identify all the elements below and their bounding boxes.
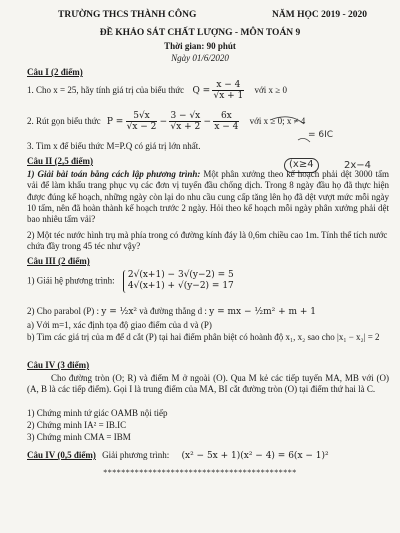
handwriting-note-1: = 6IC [308,130,334,140]
q3-eq2: 4√(x+1) + √(y−2) = 17 [127,281,234,292]
footer-stars: ******************************************* [103,468,297,477]
q5-equation: (x² − 5x + 1)(x² − 4) = 6(x − 1)² [181,451,329,461]
q1-q-lhs: Q = [192,85,211,96]
q1-q-denominator: √x + 1 [213,91,244,102]
q1-p-frac1-den: √x − 2 [126,122,157,133]
q2-part1-body: Một phân xưởng theo kế hoạch phải dệt 3000 tấm vải để làm khẩu trang phục vụ các đơn vị tuyến đầu chống dịch. Trong 8 ngày đầu họ đã thực hiện được đúng kế hoạch, những ngày còn lại do nhu cầu cung cấp tăng lên họ đã dệt vượt mức mỗi ngày 10 tấm, nên đã hoàn thành kế hoạch trước 2 ngày. Hỏi theo kế hoạch mỗi ngày phân xưởng phải dệt bao nhiêu tấm vải? [27,169,389,224]
q1-part3: 3. Tìm x để biểu thức M=P.Q có giá trị lớn nhất. [27,141,201,151]
exam-title: ĐỀ KHẢO SÁT CHẤT LƯỢNG - MÔN TOÁN 9 [99,28,301,38]
q1-p-frac2-den: √x + 2 [170,122,201,133]
q3-part2 [27,306,399,318]
q1-p-frac2-num: 3 − √x [170,111,201,121]
q1-p-frac2 [169,111,201,133]
q1-part2-text: 2. Rút gọn biểu thức [27,115,101,126]
q1-part2: 2. Rút gọn biểu thức P = $\frac{5√x}{√x - 2}$ − $\frac{3 - √x}{√x + 2}$ − $\frac{6x}{x - 4}$ với x ≥ 0; x ≠ 4 [27,111,306,133]
q3-part1 [27,270,387,293]
q2-heading: Câu II (2,5 điểm) [27,156,94,166]
q1-part1-text: 1. Cho x = 25, hãy tính giá trị của biểu thức [27,84,185,95]
q3-part2b: b) Tìm các giá trị của m để d cắt (P) tại hai điểm phân biệt có hoành độ x₁, x₂ sao cho |x₁ − x₂| = 2 [27,332,380,342]
q2-part2: 2) Một téc nước hình trụ mà phía trong có đường kính đáy là 0,6m chiều cao 1m. Tính thể tích nước chứa đầy trong 45 téc như vậy? [27,230,388,252]
q3-parabola: y = ½x² [101,307,138,317]
q3-eq1: 2√(x+1) − 3√(y−2) = 5 [127,270,234,280]
q1-part1 [27,80,397,102]
q1-p-frac1-num: 5√x [126,111,158,122]
q3-part2-mid: và đường thẳng d : [139,306,207,316]
q5-text: Giải phương trình: [102,450,170,460]
q5-line [27,450,329,462]
handwriting-note-2: (x≥4 [284,158,319,173]
q4-heading: Câu IV (3 điểm) [27,360,90,370]
q1-q-condition: với x ≥ 0 [254,84,287,95]
q3-part2-text: 2) Cho parabol (P) : [27,306,99,316]
school-year: NĂM HỌC 2019 - 2020 [272,10,367,20]
q2-part1 [27,169,389,225]
school-name: TRƯỜNG THCS THÀNH CÔNG [58,10,197,20]
q1-q-fraction [212,80,244,102]
q3-part2a: a) Với m=1, xác định tọa độ giao điểm của d và (P) [27,320,212,330]
q3-system [123,270,234,293]
q4-intro: Cho đường tròn (O; R) và điểm M ở ngoài (O). Qua M kẻ các tiếp tuyến MA, MB với (O) (A, B là các tiếp điểm). Gọi I là trung điểm của MA, BI cắt đường tròn (O) tại điểm thứ hai là C. [27,373,389,395]
q1-p-lhs: P = [106,116,124,127]
q1-p-frac1 [126,111,158,133]
exam-date: Ngày 01/6/2020 [171,53,229,63]
q1-p-condition: với x ≥ 0; x ≠ 4 [249,115,306,126]
handwriting-note-3: 2x−4 [344,160,372,171]
q5-heading: Câu IV (0,5 điểm) [27,450,96,460]
exam-time: Thời gian: 90 phút [164,41,236,51]
q1-p-frac3-num: 6x [213,111,239,122]
q3-line: y = mx − ½m² + m + 1 [209,307,317,317]
q3-part1-text: 1) Giải hệ phương trình: [27,275,115,286]
q4-item2: 2) Chứng minh IA² = IB.IC [27,420,127,430]
q4-item3: 3) Chứng minh CMA = IBM [27,432,131,442]
q2-part1-lead: 1) Giải bài toán bằng cách lập phương trình: [27,169,201,179]
q4-item1: 1) Chứng minh tứ giác OAMB nội tiếp [27,408,168,418]
q1-p-frac3-den: x − 4 [214,122,239,133]
q1-heading: Câu I (2 điểm) [27,67,83,77]
q1-q-numerator: x − 4 [212,80,244,91]
q3-heading: Câu III (2 điểm) [27,256,90,266]
